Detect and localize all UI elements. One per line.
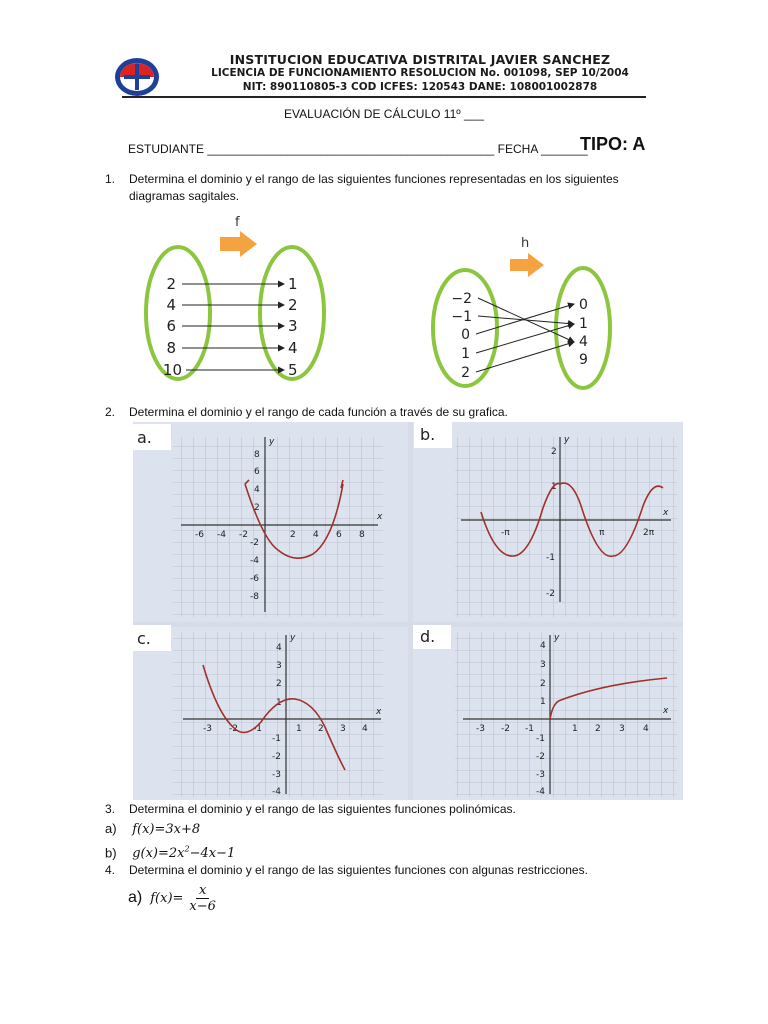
function-name: g [132,846,141,862]
tick-label: 4 [313,530,319,540]
tick-label: -1 [525,724,534,734]
mapping-arrow [478,316,574,324]
codomain-value: 1 [579,316,588,332]
tick-label: 1 [551,482,557,492]
function-name: f [132,822,137,837]
expression: −4x−1 [189,846,236,862]
header-rule [122,96,646,98]
tick-label: -3 [536,770,545,780]
mapping-arrow [476,304,574,334]
codes-line: NIT: 890110805-3 COD ICFES: 120543 DANE: 108001002878 [242,81,598,93]
item-letter: a) [105,821,117,836]
tick-label: 6 [336,530,342,540]
codomain-value: 1 [288,275,298,293]
axis-label-y: y [269,437,275,447]
codomain-value: 4 [288,339,298,357]
orange-arrow-icon [220,231,257,257]
codomain-value: 3 [288,317,298,335]
graph-label-a: a. [137,428,152,447]
tick-label: -6 [250,574,259,584]
item-letter: b) [105,845,117,861]
tick-label: -1 [253,724,262,734]
tick-label: -4 [272,787,281,797]
tick-label: 2 [318,724,324,734]
tick-label: 2 [551,447,557,457]
tick-label: -1 [546,553,555,563]
function-label-h: h [521,236,530,251]
tick-label: 1 [276,698,282,708]
domain-value: 6 [166,317,176,335]
codomain-value: 0 [579,297,588,313]
tick-label: -π [501,528,510,538]
school-logo [114,56,160,98]
graph-label-c: c. [137,629,151,648]
license-line: LICENCIA DE FUNCIONAMIENTO RESOLUCION No. 001098, SEP 10/2004 [211,67,629,79]
tick-label: -2 [250,538,259,548]
tick-label: 4 [254,485,260,495]
q3-item-b: b) $g(x)=2x^2-4x-1$ [105,845,236,862]
tick-label: -4 [217,530,226,540]
tick-label: -6 [195,530,204,540]
tick-label: 3 [540,660,546,670]
question-text: Determina el dominio y el rango de las siguientes funciones con algunas restricciones. [129,863,588,877]
domain-value: 2 [461,365,470,381]
codomain-value: 5 [288,361,298,379]
tick-label: -1 [272,734,281,744]
orange-arrow-icon [510,253,544,277]
axis-label-y: y [564,435,570,445]
expression: =3x+8 [154,822,201,837]
domain-value: 8 [166,339,176,357]
axis-label-x: x [376,707,382,717]
tick-label: 4 [276,643,282,653]
axis-label-x: x [377,512,383,522]
numerator: x [196,883,209,899]
tick-label: -2 [272,752,281,762]
q4-item-a: a) f(x)= $\frac{x}{x-6}$ [128,882,219,914]
item-letter: a) [128,889,143,906]
domain-value: −1 [451,309,472,325]
school-name: INSTITUCION EDUCATIVA DISTRITAL JAVIER SANCHEZ [229,52,611,67]
tick-label: -1 [536,734,545,744]
function-label-f: f [235,215,240,230]
graph-label-d: d. [420,627,436,646]
tick-label: 2 [595,724,601,734]
tick-label: 2 [540,679,546,689]
tick-label: 1 [572,724,578,734]
question-text: Determina el dominio y el rango de las siguientes funciones representadas en los siguientes diagramas sagitales. [129,172,619,203]
codomain-value: 2 [288,296,298,314]
tick-label: -3 [476,724,485,734]
domain-value: 10 [162,361,182,379]
tick-label: -2 [536,752,545,762]
question-number: 3. [105,802,116,816]
tick-label: 2π [643,528,655,538]
function-graphs-figure [133,422,683,800]
question-text: Determina el dominio y el rango de cada función a través de su grafica. [129,405,508,419]
tick-label: -3 [272,770,281,780]
tick-label: 1 [296,724,302,734]
student-date-line: ESTUDIANTE ___________________________________________ FECHA _______ [128,142,588,156]
question-text: Determina el dominio y el rango de las siguientes funciones polinómicas. [129,802,516,816]
codomain-value: 4 [579,334,588,350]
tick-label: 8 [359,530,365,540]
tick-label: -4 [536,787,545,797]
domain-value: 4 [166,296,176,314]
exponent: 2 [184,845,190,854]
exam-title: EVALUACIÓN DE CÁLCULO 11º ___ [283,107,484,121]
axis-label-x: x [663,508,669,518]
tick-label: 6 [254,467,260,477]
tick-label: -2 [239,530,248,540]
tick-label: -2 [501,724,510,734]
question-number: 4. [105,863,116,877]
tick-label: 3 [276,661,282,671]
tick-label: 2 [276,679,282,689]
tick-label: π [599,528,605,538]
domain-ellipse [146,247,210,379]
axis-label-y: y [290,633,296,643]
tick-label: 2 [254,503,260,513]
tick-label: 2 [290,530,296,540]
tick-label: -2 [229,724,238,734]
tick-label: 1 [540,697,546,707]
function-name: f [150,890,156,906]
axis-label-y: y [554,633,560,643]
graph-label-b: b. [420,425,436,444]
tick-label: 4 [540,641,546,651]
tick-label: -8 [250,592,259,602]
tick-label: -2 [546,589,555,599]
expression: =2x [158,846,185,862]
tick-label: 8 [254,450,260,460]
denominator: x−6 [189,898,216,914]
domain-value: −2 [451,291,472,307]
question-number: 1. [105,172,116,186]
exam-type: TIPO: A [580,134,646,154]
tick-label: -3 [203,724,212,734]
domain-value: 2 [166,275,176,293]
axis-label-x: x [663,706,669,716]
question-number: 2. [105,405,116,419]
sagittal-diagram-f [140,210,340,390]
q3-item-a: a) f(x)=3x+8 [105,821,201,837]
tick-label: -4 [250,556,259,566]
sagittal-diagram-h [428,232,628,392]
codomain-value: 9 [579,352,588,368]
tick-label: 3 [340,724,346,734]
tick-label: 3 [619,724,625,734]
tick-label: 4 [362,724,368,734]
domain-value: 1 [461,346,470,362]
domain-value: 0 [461,327,470,343]
tick-label: 4 [643,724,649,734]
fraction [186,883,219,914]
